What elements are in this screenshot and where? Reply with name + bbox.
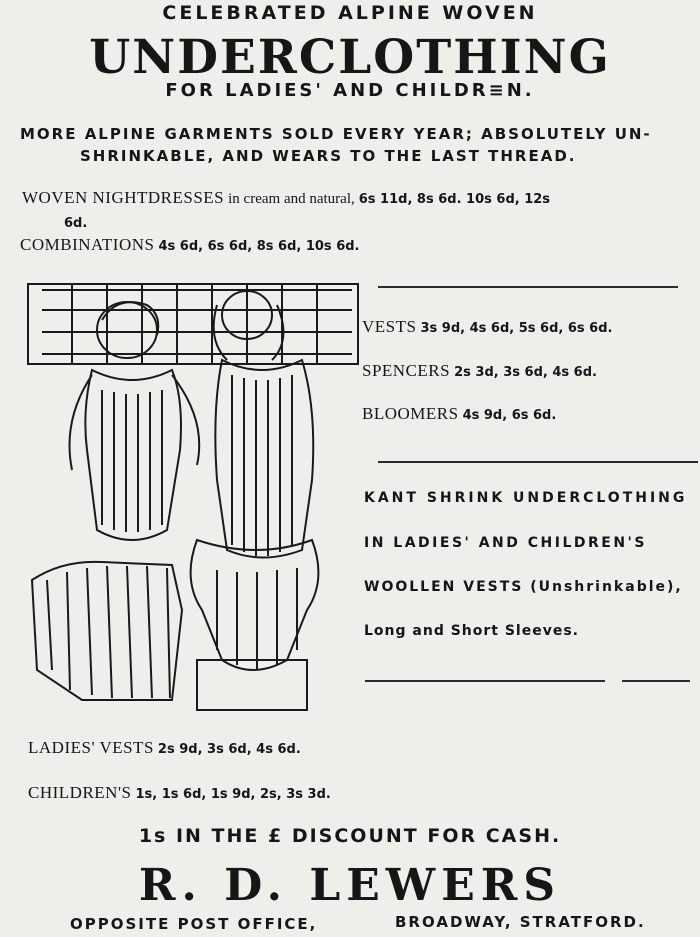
ladies-vests-line [28, 738, 301, 758]
divider-rule [378, 286, 678, 288]
childrens-line [28, 783, 331, 803]
spencers-line [362, 361, 597, 381]
combinations-line [20, 235, 360, 255]
item-name: LADIES' VESTS [28, 738, 154, 757]
item-prices: 4s 9d, 6s 6d. [462, 408, 557, 423]
item-prices: 2s 9d, 3s 6d, 4s 6d. [157, 742, 301, 757]
address-right: BROADWAY, STRATFORD. [395, 913, 646, 931]
tagline-line-2: SHRINKABLE, AND WEARS TO THE LAST THREAD. [80, 147, 577, 165]
item-name: WOVEN NIGHTDRESSES [22, 188, 225, 207]
item-name: COMBINATIONS [20, 235, 155, 254]
item-prices: 6s 11d, 8s 6d. 10s 6d, 12s [358, 192, 551, 207]
kant-line-2: IN LADIES' AND CHILDREN'S [364, 535, 647, 551]
item-prices: 4s 6d, 6s 6d, 8s 6d, 10s 6d. [158, 239, 360, 254]
discount-line: 1s IN THE £ DISCOUNT FOR CASH. [138, 825, 562, 847]
item-desc: in cream and natural, [228, 191, 355, 207]
item-name: SPENCERS [362, 361, 451, 380]
item-prices: 1s, 1s 6d, 1s 9d, 2s, 3s 3d. [135, 787, 331, 802]
vests-line [362, 317, 612, 337]
address-left: OPPOSITE POST OFFICE, [70, 915, 318, 933]
merchant-name: R. D. LEWERS [138, 860, 562, 911]
header-line-1: CELEBRATED ALPINE WOVEN [162, 2, 538, 24]
item-name: BLOOMERS [362, 404, 459, 423]
item-name: CHILDREN'S [28, 783, 132, 802]
header-line-3: FOR LADIES' AND CHILDR≡N. [165, 80, 535, 101]
garments-illustration [22, 280, 362, 720]
item-name: VESTS [362, 317, 417, 336]
bloomers-line [362, 404, 556, 424]
kant-line-3: WOOLLEN VESTS (Unshrinkable), [364, 579, 683, 595]
item-prices: 2s 3d, 3s 6d, 4s 6d. [454, 365, 597, 380]
header-title: UNDERCLOTHING [89, 30, 611, 85]
divider-rule [378, 461, 698, 463]
nightdresses-line [22, 188, 550, 208]
kant-line-1: KANT SHRINK UNDERCLOTHING [364, 490, 688, 506]
divider-rule [365, 680, 605, 682]
item-prices: 3s 9d, 4s 6d, 5s 6d, 6s 6d. [420, 321, 613, 336]
nightdresses-prices-cont: 6d. [64, 216, 88, 231]
tagline-line-1: MORE ALPINE GARMENTS SOLD EVERY YEAR; ABSOLUTELY UN- [20, 125, 652, 143]
divider-rule [622, 680, 690, 682]
kant-line-4: Long and Short Sleeves. [364, 623, 579, 639]
